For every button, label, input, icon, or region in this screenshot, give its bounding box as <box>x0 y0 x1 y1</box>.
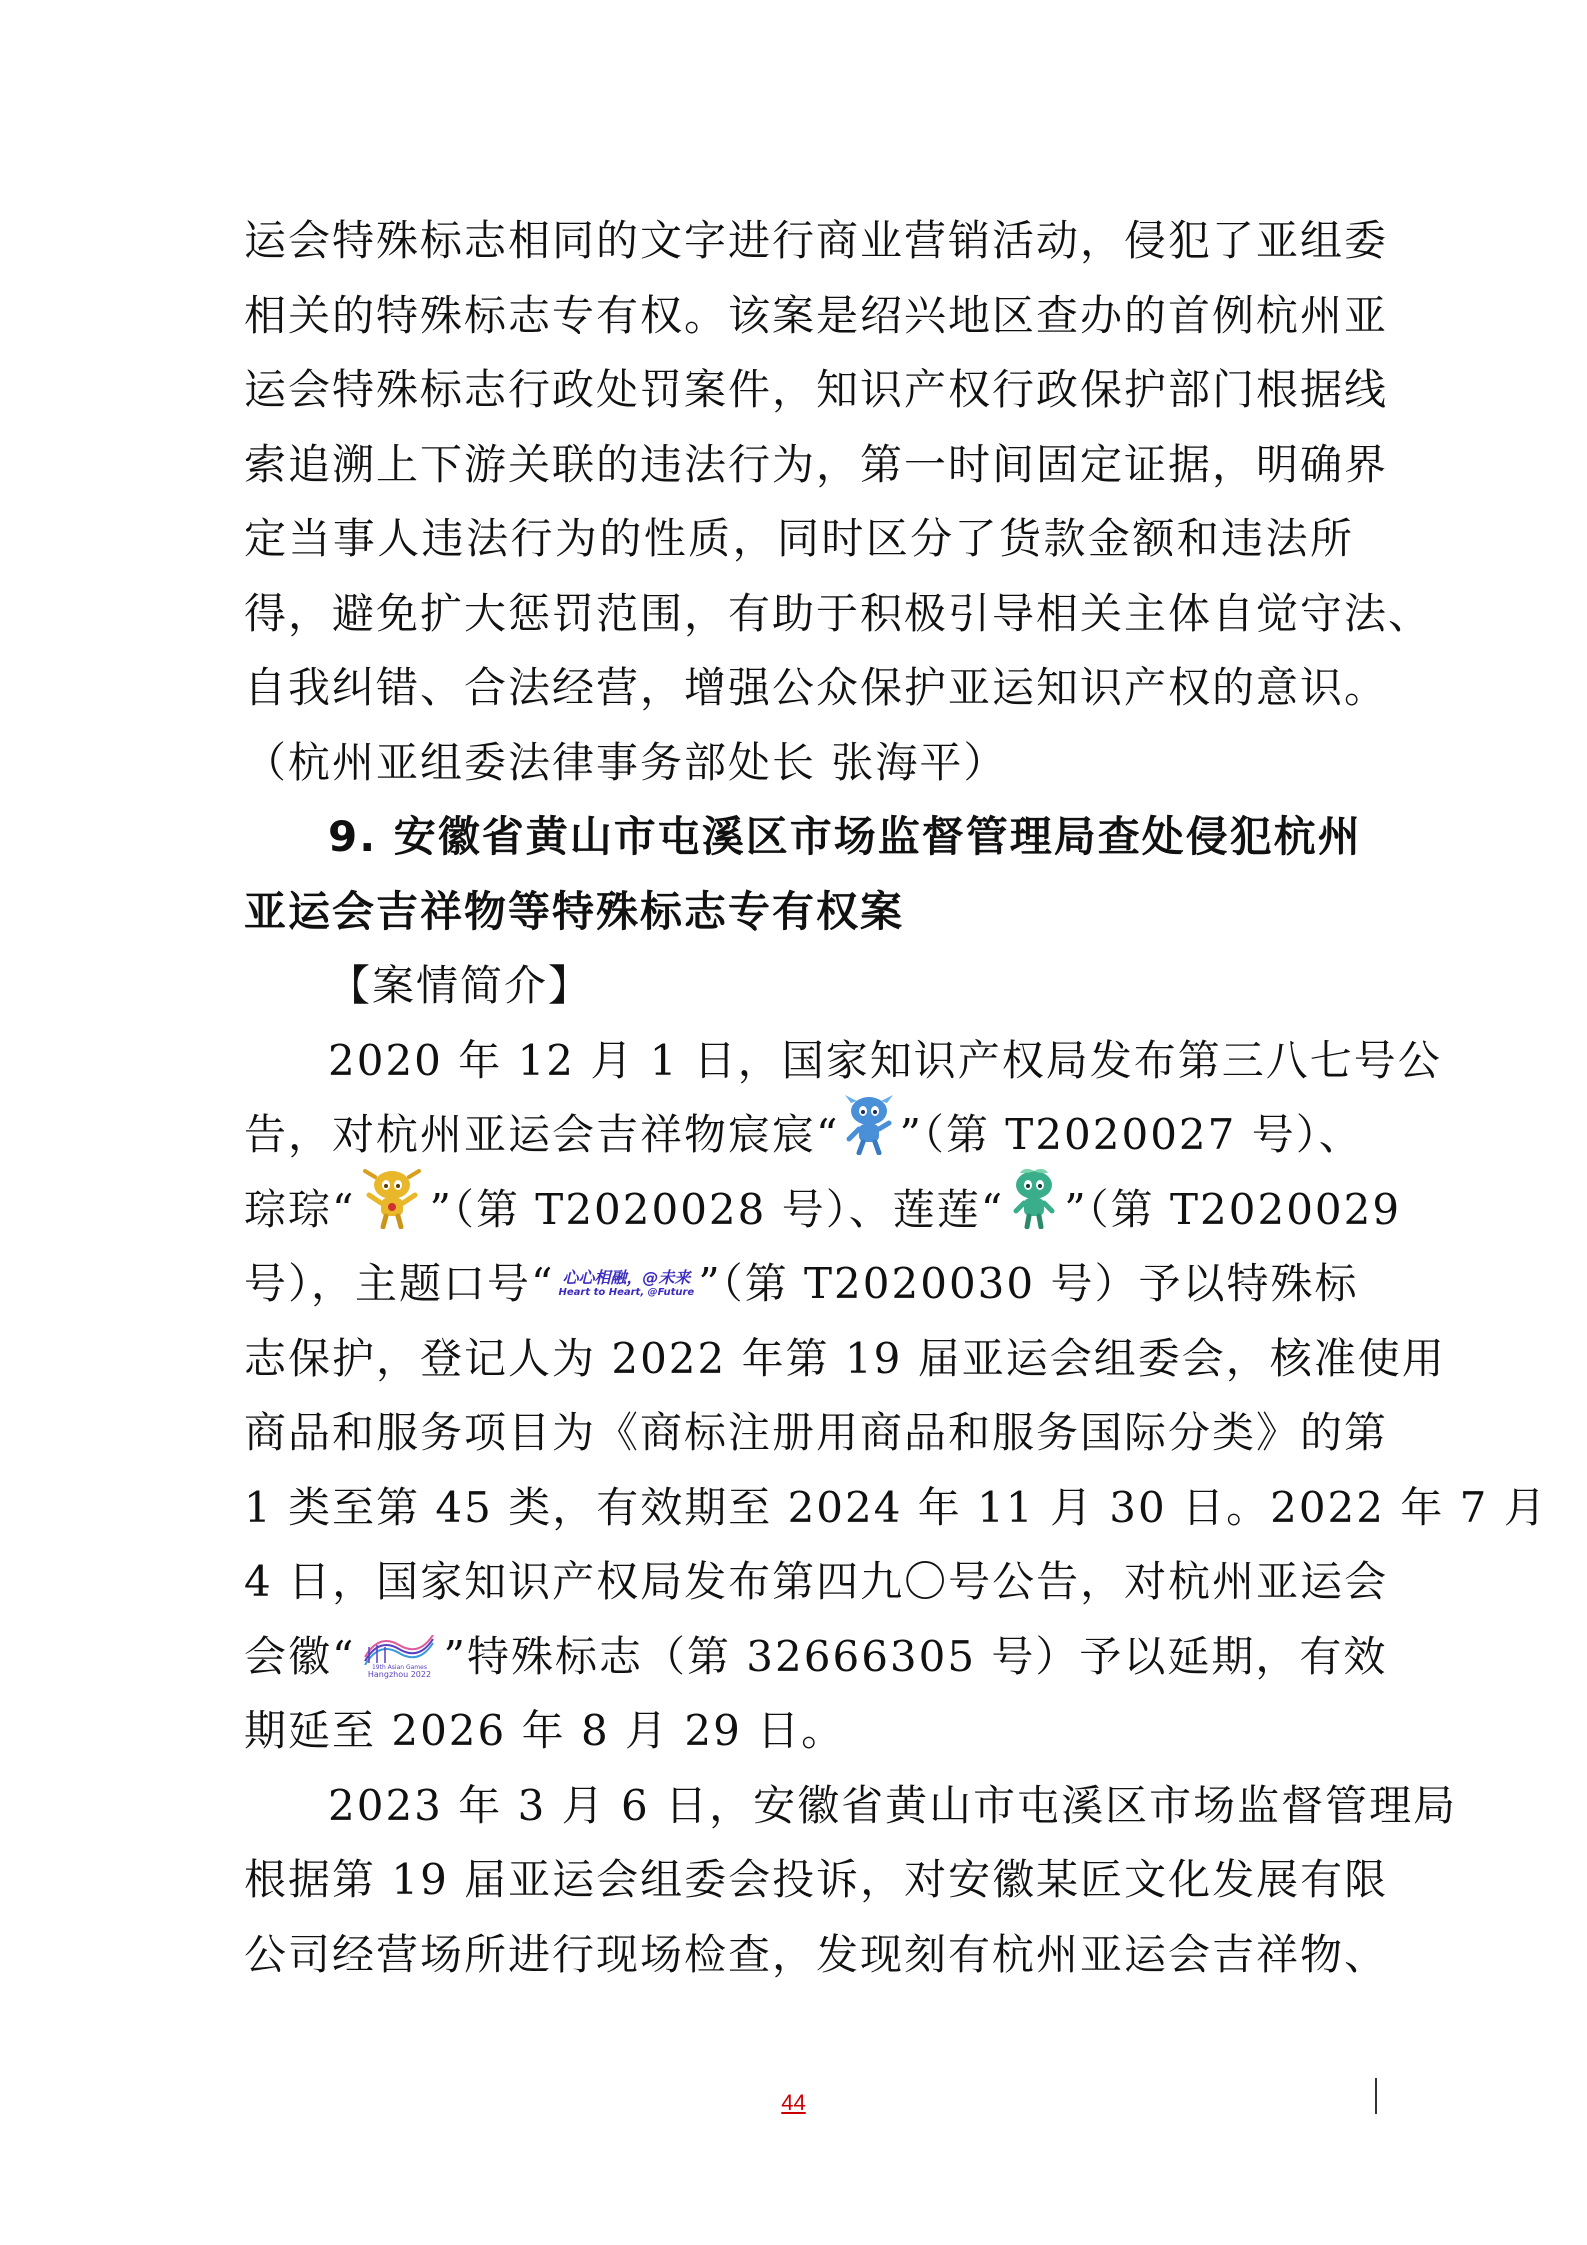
case-heading: 亚运会吉祥物等特殊标志专有权案 <box>244 886 905 936</box>
author-line: （杭州亚组委法律事务部处长 张海平） <box>244 737 1008 787</box>
mascot-congcong-image <box>359 1167 425 1253</box>
text-span: ”（第 T2020030 号）予以特殊标 <box>698 1259 1359 1308</box>
page-body <box>244 204 1548 1992</box>
text-span: ”（第 T2020028 号）、莲莲“ <box>429 1184 1005 1234</box>
slogan-chinese: 心心相融，@未来 <box>562 1268 691 1288</box>
text-line: 运会特殊标志行政处罚案件，知识产权行政保护部门根据线 <box>244 365 1389 414</box>
emblem-caption: Hangzhou 2022 <box>367 1669 432 1679</box>
text-line: 得，避免扩大惩罚范围，有助于积极引导相关主体自觉守法、 <box>244 588 1433 638</box>
text-line: 1 类至第 45 类，有效期至 2024 年 11 月 30 日。2022 年 7 月 <box>244 1482 1548 1532</box>
text-line: 4 日，国家知识产权局发布第四九〇号公告，对杭州亚运会 <box>244 1557 1389 1606</box>
mascot-chenchen-image <box>843 1093 895 1179</box>
text-span: ”特殊标志（第 32666305 号）予以延期，有效 <box>443 1631 1388 1681</box>
text-line: 2020 年 12 月 1 日，国家知识产权局发布第三八七号公 <box>328 1035 1442 1085</box>
text-line <box>244 1173 1402 1248</box>
text-line: 自我纠错、合法经营，增强公众保护亚运知识产权的意识。 <box>244 663 1389 712</box>
text-line: 公司经营场所进行现场检查，发现刻有杭州亚运会吉祥物、 <box>244 1929 1389 1979</box>
text-line: 志保护，登记人为 2022 年第 19 届亚运会组委会，核准使用 <box>244 1333 1446 1383</box>
text-span: ”（第 T2020027 号）、 <box>899 1110 1363 1159</box>
text-line: 索追溯上下游关联的违法行为，第一时间固定证据，明确界 <box>244 439 1389 489</box>
section-label: 【案情简介】 <box>328 961 593 1010</box>
text-line: 根据第 19 届亚运会组委会投诉，对安徽某匠文化发展有限 <box>244 1855 1389 1904</box>
case-heading: 9. 安徽省黄山市屯溪区市场监督管理局查处侵犯杭州 <box>328 812 1362 861</box>
text-line: 期延至 2026 年 8 月 29 日。 <box>244 1706 846 1755</box>
emblem-caption: 19th Asian Games <box>371 1663 427 1671</box>
text-line: 2023 年 3 月 6 日，安徽省黄山市屯溪区市场监督管理局 <box>328 1780 1458 1830</box>
text-span: 琮琮“ <box>244 1184 356 1234</box>
text-span: 号），主题口号“ <box>244 1259 555 1308</box>
text-line <box>244 1247 1359 1322</box>
emblem-graphic <box>359 1635 439 1665</box>
mascot-lianlian-image <box>1008 1167 1060 1253</box>
asian-games-emblem-image <box>359 1635 439 1679</box>
slogan-image <box>558 1270 694 1298</box>
page-number: 44 <box>781 2090 806 2115</box>
slogan-english: Heart to Heart, @Future <box>558 1287 695 1299</box>
text-span: 告，对杭州亚运会吉祥物宸宸“ <box>244 1110 840 1159</box>
text-line: 运会特殊标志相同的文字进行商业营销活动，侵犯了亚组委 <box>244 216 1389 265</box>
text-line <box>244 1620 1388 1695</box>
text-line: 商品和服务项目为《商标注册用商品和服务国际分类》的第 <box>244 1408 1389 1457</box>
text-line: 定当事人违法行为的性质，同时区分了货款金额和违法所 <box>244 514 1354 563</box>
text-line: 相关的特殊标志专有权。该案是绍兴地区查办的首例杭州亚 <box>244 290 1389 340</box>
footer-divider <box>1375 2078 1377 2114</box>
text-span: ”（第 T2020029 <box>1064 1184 1402 1234</box>
text-line <box>244 1098 1363 1173</box>
text-span: 会徽“ <box>244 1631 356 1681</box>
